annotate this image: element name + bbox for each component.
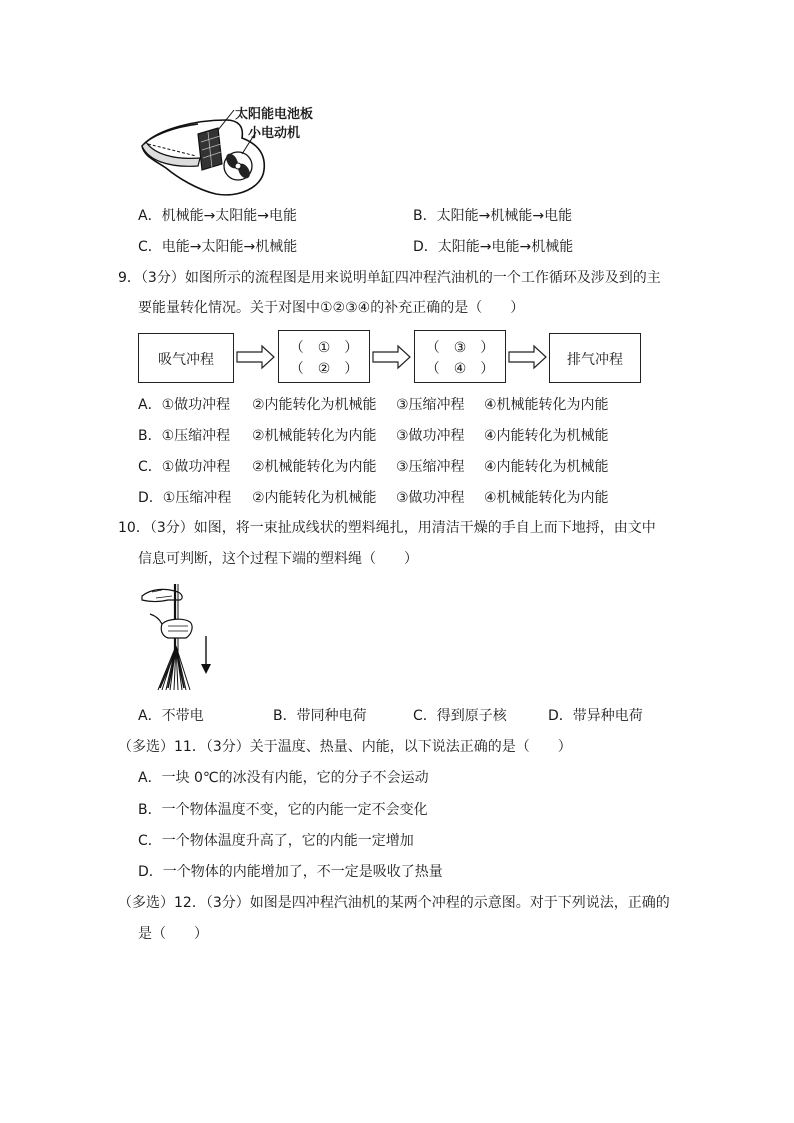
- q8-option-d: D．太阳能→电能→机械能: [413, 239, 574, 255]
- flow-box-stroke3: [414, 330, 506, 383]
- small-motor-label: 小电动机: [248, 126, 301, 141]
- solar-panel-label: 太阳能电池板: [235, 107, 314, 122]
- flow-box-stroke2: [278, 330, 370, 383]
- q9-option-d-part4: ④机械能转化为内能: [484, 490, 609, 506]
- q10-stem-line2: 信息可判断，这个过程下端的塑料绳（ ）: [138, 551, 418, 567]
- q11-option-a: A．一块 0℃的冰没有内能，它的分子不会运动: [138, 770, 429, 786]
- flow-box-intake-label: 吸气冲程: [158, 352, 214, 368]
- flow-box-exhaust-label: 排气冲程: [567, 352, 623, 368]
- flow-arrow-3: [508, 344, 548, 370]
- flow-box-stroke2-bottom: （ ② ）: [289, 361, 359, 377]
- q11-stem: （多选）11．（3分）关于温度、热量、内能，以下说法正确的是（ ）: [118, 739, 572, 755]
- q9-stem-line1: 9．（3分）如图所示的流程图是用来说明单缸四冲程汽油机的一个工作循环及涉及到的主: [118, 270, 661, 286]
- flow-box-exhaust: [549, 333, 641, 383]
- q9-option-a-part3: ③压缩冲程: [396, 397, 465, 413]
- q10-option-b: B．带同种电荷: [273, 708, 367, 724]
- q11-option-b: B．一个物体温度不变，它的内能一定不会变化: [138, 802, 428, 818]
- q8-option-b: B．太阳能→机械能→电能: [413, 208, 573, 224]
- q9-option-b-part2: ②机械能转化为内能: [252, 428, 377, 444]
- q9-option-d: [138, 487, 609, 507]
- q10-option-a: A．不带电: [138, 708, 204, 724]
- plastic-string-drawing: [138, 580, 218, 692]
- q11-option-d: D．一个物体的内能增加了，不一定是吸收了热量: [138, 864, 443, 880]
- q9-option-b-part4: ④内能转化为机械能: [484, 428, 609, 444]
- q8-option-c: C．电能→太阳能→机械能: [138, 239, 298, 255]
- q9-option-a: [138, 394, 609, 414]
- q9-option-c-part2: ②机械能转化为内能: [252, 459, 377, 475]
- q9-option-a-part4: ④机械能转化为内能: [484, 397, 609, 413]
- q9-option-d-part2: ②内能转化为机械能: [252, 490, 377, 506]
- q9-option-a-part2: ②内能转化为机械能: [252, 397, 377, 413]
- q9-option-c: [138, 456, 609, 476]
- q9-option-d-part3: ③做功冲程: [396, 490, 465, 506]
- q9-option-c-part1: C．①做功冲程: [138, 459, 231, 475]
- q10-stem-line1: 10．（3分）如图，将一束扯成线状的塑料绳扎，用清洁干燥的手自上而下地捋，由文中: [118, 520, 656, 536]
- flow-arrow-1: [236, 344, 276, 370]
- q12-stem-line1: （多选）12．（3分）如图是四冲程汽油机的某两个冲程的示意图。对于下列说法，正确的: [118, 895, 670, 911]
- q12-stem-line2: 是（ ）: [138, 926, 208, 942]
- plastic-string-figure: [138, 580, 218, 692]
- flow-box-stroke3-top: （ ③ ）: [425, 340, 495, 356]
- q10-option-d: D．带异种电荷: [548, 708, 643, 724]
- flow-box-stroke3-bottom: （ ④ ）: [425, 361, 495, 377]
- q9-option-a-part1: A．①做功冲程: [138, 397, 231, 413]
- q11-option-c: C．一个物体温度升高了，它的内能一定增加: [138, 833, 414, 849]
- q9-option-c-part4: ④内能转化为机械能: [484, 459, 609, 475]
- flow-box-intake: [138, 333, 234, 383]
- q9-stem-line2: 要能量转化情况。关于对图中①②③④的补充正确的是（ ）: [138, 300, 525, 316]
- flowchart: [138, 330, 643, 386]
- flow-arrow-2: [372, 344, 412, 370]
- q9-option-d-part1: D．①压缩冲程: [138, 490, 232, 506]
- q9-option-b: [138, 425, 609, 445]
- q8-option-a: A．机械能→太阳能→电能: [138, 208, 298, 224]
- flow-box-stroke2-top: （ ① ）: [289, 340, 359, 356]
- q9-option-c-part3: ③压缩冲程: [396, 459, 465, 475]
- q9-option-b-part1: B．①压缩冲程: [138, 428, 231, 444]
- q10-option-c: C．得到原子核: [413, 708, 507, 724]
- q9-option-b-part3: ③做功冲程: [396, 428, 465, 444]
